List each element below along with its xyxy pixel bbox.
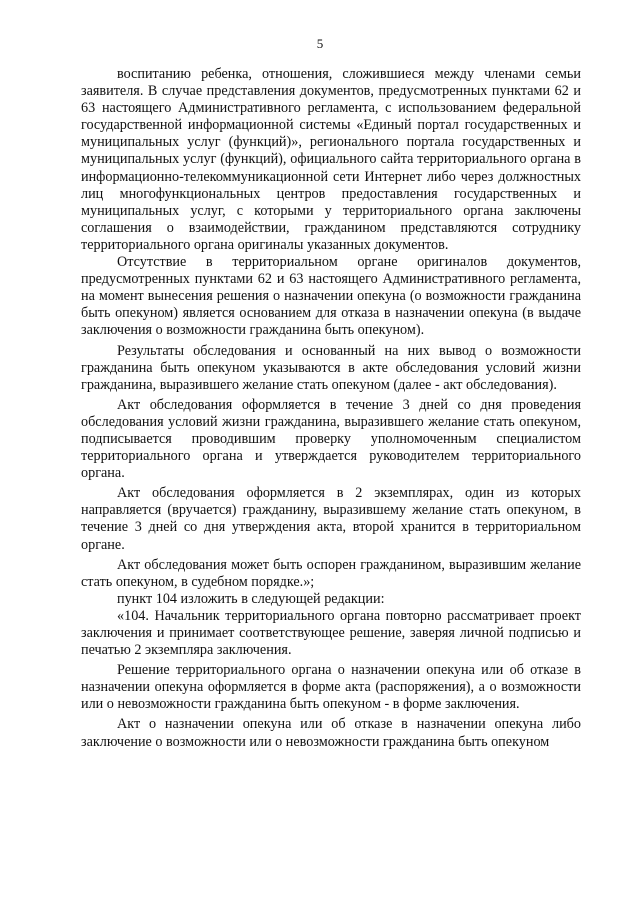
paragraph-7: пункт 104 изложить в следующей редакции: — [117, 590, 385, 607]
paragraph-9: Решение территориального органа о назначении опекуна или об отказе в назначении опекуна оформляется в форме акта (распоряжения), а о возможности или о невозможности гражданина быть опекуном - в форме заключения. — [81, 662, 581, 713]
paragraph-1: воспитанию ребенка, отношения, сложившиеся между членами семьи заявителя. В случае представления документов, предусмотренных пунктами 62 и 63 настоящего Административного регламента, с использованием федеральной государственной информационной системы «Единый портал государственных и муниципальных услуг (функций)», регионального портала государственных и муниципальных услуг (функций), официального сайта территориального органа в информационно-телекоммуникационной сети Интернет либо через должностных лиц многофункциональных центров предоставления государственных и муниципальных услуг, с которыми у территориального органа заключены соглашения о взаимодействии, гражданином представляются сотруднику территориального органа оригиналы указанных документов. — [81, 66, 581, 253]
paragraph-2: Отсутствие в территориальном органе оригиналов документов, предусмотренных пунктами 62 и 63 настоящего Административного регламента, на момент вынесения решения о назначении опекуна (о возможности гражданина быть опекуном) является основанием для отказа в назначении опекуна (в выдаче заключения о возможности гражданина быть опекуном). — [81, 254, 581, 339]
paragraph-3: Результаты обследования и основанный на них вывод о возможности гражданина быть опекуном указываются в акте обследования условий жизни гражданина, выразившего желание стать опекуном (далее - акт обследования). — [81, 342, 581, 393]
document-body — [81, 66, 581, 751]
paragraph-8: «104. Начальник территориального органа повторно рассматривает проект заключения и принимает соответствующее решение, заверяя личной подписью и печатью 2 экземпляра заключения. — [81, 607, 581, 659]
paragraph-5: Акт обследования оформляется в 2 экземплярах, один из которых направляется (вручается) гражданину, выразившему желание стать опекуном, в течение 3 дней со дня утверждения акта, второй хранится в территориальном органе. — [81, 485, 581, 553]
paragraph-6: Акт обследования может быть оспорен гражданином, выразившим желание стать опекуном, в судебном порядке.»; — [81, 556, 581, 590]
paragraph-10: Акт о назначении опекуна или об отказе в назначении опекуна либо заключение о возможности или о невозможности гражданина быть опекуном — [81, 716, 581, 750]
page-number: 5 — [316, 36, 324, 51]
paragraph-4: Акт обследования оформляется в течение 3 дней со дня проведения обследования условий жизни гражданина, выразившего желание стать опекуном, подписывается проводившим проверку уполномоченным специалистом территориального органа и утверждается руководителем территориального органа. — [81, 396, 581, 482]
